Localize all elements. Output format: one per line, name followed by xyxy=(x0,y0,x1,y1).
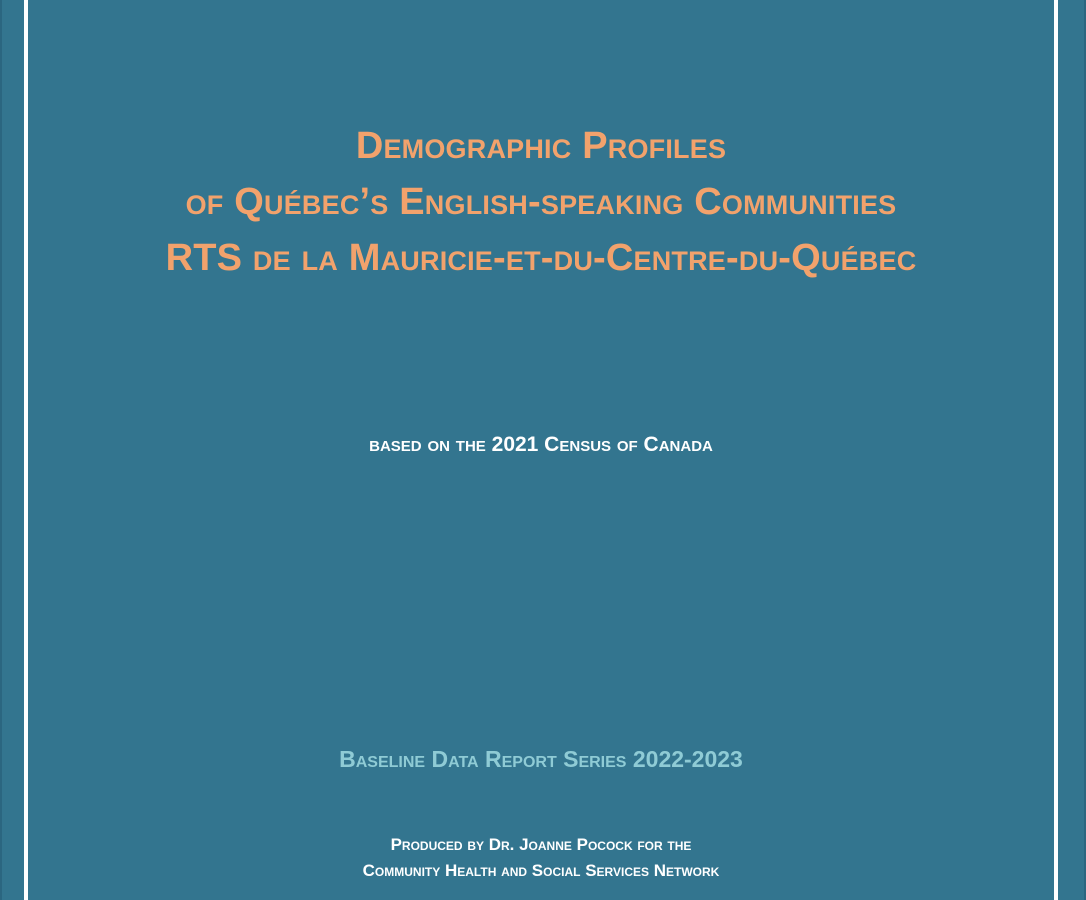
title-line-1: Demographic Profiles xyxy=(355,125,727,167)
cover-subtitle: based on the 2021 Census of Canada xyxy=(369,433,713,456)
title-line-3: RTS de la Mauricie-et-du-Centre-du-Québec xyxy=(165,237,917,279)
credit-line-2: Community Health and Social Services Network xyxy=(362,861,720,880)
page-edge-left xyxy=(0,0,2,900)
cover-title xyxy=(28,118,1054,286)
cover-credits xyxy=(28,832,1054,884)
frame-border-right xyxy=(1054,0,1058,900)
title-line-2: of Québec’s English-speaking Communities xyxy=(185,181,897,223)
report-series: Baseline Data Report Series 2022-2023 xyxy=(339,746,743,772)
credit-line-1: Produced by Dr. Joanne Pocock for the xyxy=(390,835,692,854)
